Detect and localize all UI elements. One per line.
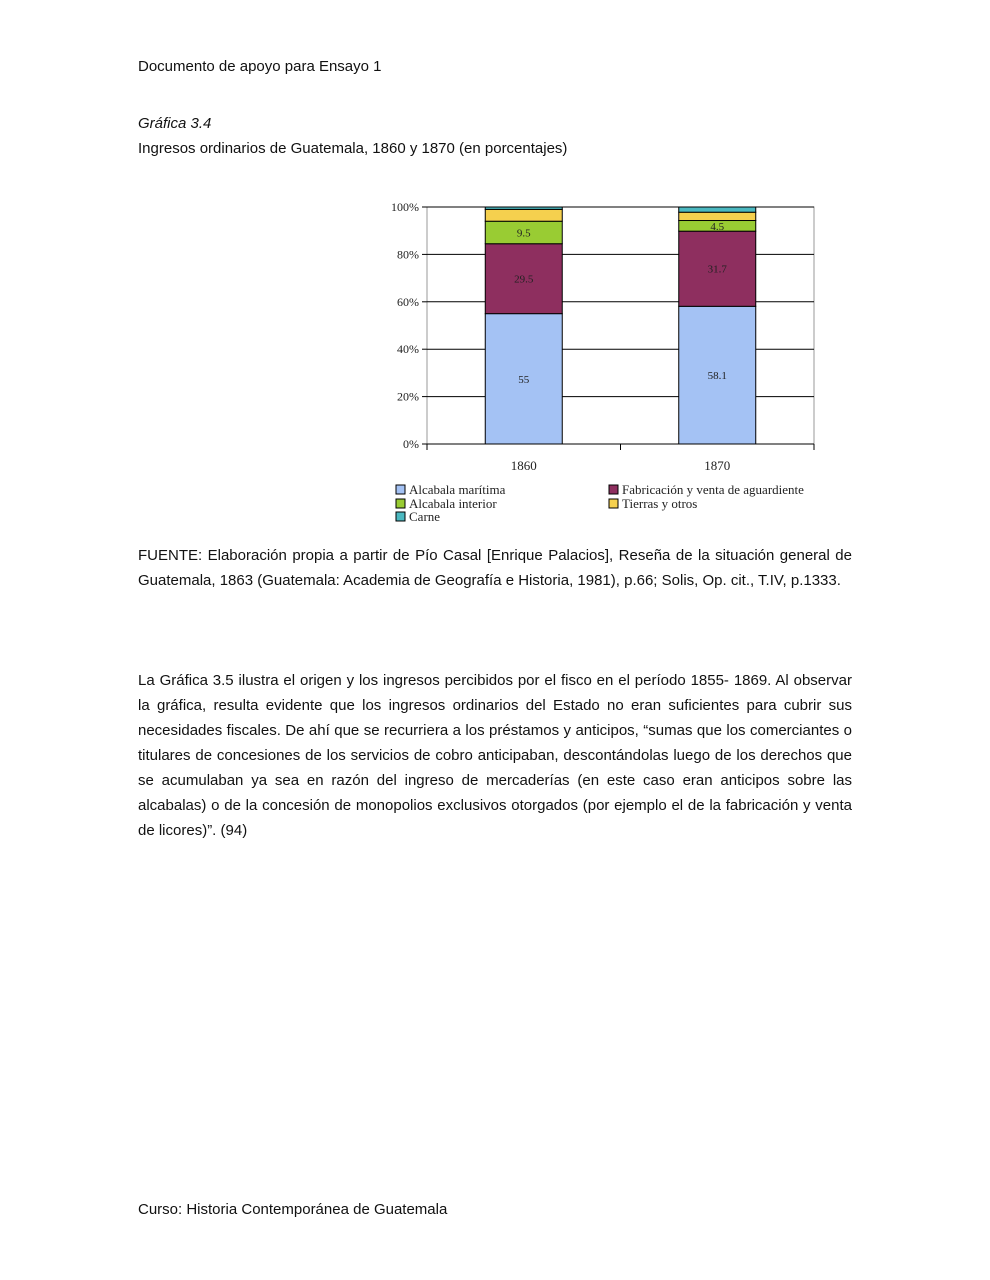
figure-label: Gráfica 3.4	[138, 115, 212, 132]
bar-data-label: 31.7	[707, 263, 727, 276]
bar-data-label: 4.5	[710, 220, 725, 233]
bar-segment	[679, 212, 756, 220]
y-tick-label: 0%	[403, 437, 419, 451]
body-paragraph: La Gráfica 3.5 ilustra el origen y los ingresos percibidos por el fisco en el período 1855- 1869. Al observar la gráfica, resulta evidente que los ingresos ordinarios del Estado no eran suficientes para cubrir sus necesidades fiscales. De ahí que se recurriera a los préstamos y anticipos, “sumas que los comerciantes o titulares de concesiones de los servicios de cobro anticipaban, descontándolas luego de los derechos que se acumulaban ya sea en razón del ingreso de mercaderías (en este caso eran anticipos sobre las alcabalas) o de la concesión de monopolios exclusivos otorgados (por ejemplo el de la fabricación y venta de licores)”. (94)	[138, 672, 852, 839]
legend-swatch	[396, 485, 405, 494]
y-tick-label: 40%	[397, 342, 419, 357]
bar-data-label: 55	[518, 373, 530, 386]
bar-data-label: 9.5	[516, 227, 531, 240]
y-tick-label: 100%	[391, 200, 419, 214]
y-tick-label: 20%	[397, 389, 419, 404]
page-footer: Curso: Historia Contemporánea de Guatemala	[138, 1201, 448, 1218]
x-tick-label: 1860	[510, 458, 537, 473]
bar-segment	[679, 207, 756, 212]
bar-data-label: 58.1	[707, 370, 727, 383]
stacked-bar-chart	[378, 193, 828, 533]
legend-label: Carne	[409, 509, 441, 524]
bar-segment	[485, 207, 562, 209]
legend-swatch	[609, 485, 618, 494]
legend-label: Alcabala interior	[409, 496, 497, 511]
y-tick-label: 80%	[397, 247, 419, 262]
x-tick-label: 1870	[704, 458, 731, 473]
legend-swatch	[396, 512, 405, 521]
bar-data-label: 29.5	[514, 273, 534, 286]
legend-label: Fabricación y venta de aguardiente	[622, 482, 804, 497]
legend-label: Alcabala marítima	[409, 482, 506, 497]
source-note: FUENTE: Elaboración propia a partir de Pío Casal [Enrique Palacios], Reseña de la situación general de Guatemala, 1863 (Guatemala: Academia de Geografía e Historia, 1981), p.66; Solis, Op. cit., T.IV, p.1333.	[138, 547, 852, 589]
legend-swatch	[609, 499, 618, 508]
figure-title: Ingresos ordinarios de Guatemala, 1860 y 1870 (en porcentajes)	[138, 140, 568, 157]
legend-label: Tierras y otros	[622, 496, 698, 511]
bar-segment	[485, 209, 562, 221]
legend-swatch	[396, 499, 405, 508]
page-header: Documento de apoyo para Ensayo 1	[138, 58, 382, 75]
y-tick-label: 60%	[397, 294, 419, 309]
